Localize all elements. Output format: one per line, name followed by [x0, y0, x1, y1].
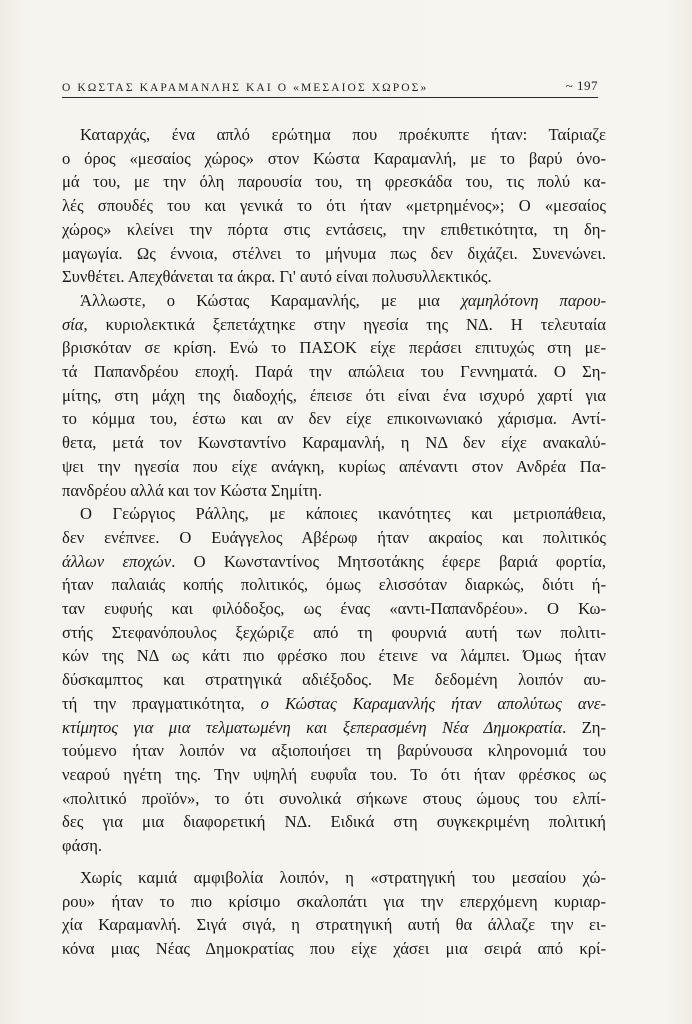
text-line: χώρος» κλείνει την πόρτα στις εντάσεις, την επιθετικότητα, τη δη- [62, 219, 606, 239]
text-line: ταν ευφυής και φιλόδοξος, ως ένας «αντι-Παπανδρέου». Ο Κω- [62, 599, 606, 619]
text-line: κόνα μιας Νέας Δημοκρατίας που είχε χάσει μια σειρά από κρί- [62, 938, 606, 958]
text-line: ήταν παλαιάς κοπής πολιτικός, όμως ελισσόταν διαρκώς, διότι ή- [62, 575, 606, 595]
text-line: δεν ενέπνεε. Ο Ευάγγελος Αβέρωφ ήταν ακραίος και πολιτικός [62, 527, 606, 547]
text-line: Καταρχάς, ένα απλό ερώτημα που προέκυπτε ήταν: Ταίριαζε [80, 125, 606, 144]
text-line: δες για μια διαφορετική ΝΔ. Ειδικά στη συγκεκριμένη πολιτική [62, 812, 606, 832]
text-line: Συνθέτει. Απεχθάνεται τα άκρα. Γι' αυτό είναι πολυσυλλεκτικός. [62, 267, 492, 287]
text-line: τούμενο ήταν λοιπόν να αξιοποιήσει τη βαρύνουσα κληρονομιά του [62, 741, 606, 761]
text-line: δύσκαμπτος και στρατηγικά αδιέξοδος. Με δεδομένη λοιπόν αυ- [62, 670, 606, 690]
text-line: Χωρίς καμιά αμφιβολία λοιπόν, η «στρατηγική του μεσαίου χώ- [80, 867, 606, 887]
paragraph-1 [62, 123, 606, 289]
text-line: μά του, με την όλη παρουσία του, τη φρεσκάδα του, τις πολύ κα- [62, 172, 606, 192]
text-line: στής Στεφανόπουλος ξεχώριζε από τη φουρνιά αυτή των πολιτι- [62, 622, 606, 642]
text-line: τή την πραγματικότητα, ο Κώστας Καραμανλής ήταν απολύτως ανε- [62, 693, 606, 713]
running-header [62, 72, 598, 98]
text-line: λές σπουδές του και γενικά το ότι ήταν «μετρημένος»; Ο «μεσαίος [62, 196, 606, 216]
text-line: τά Παπανδρέου εποχή. Παρά την απώλεια του Γεννηματά. Ο Ση- [62, 362, 606, 382]
text-line: άλλων εποχών. Ο Κωνσταντίνος Μητσοτάκης έφερε βαριά φορτία, [62, 551, 606, 571]
text-line: το κόμμα του, έστω και αν δεν είχε επικοινωνιακό χάρισμα. Αντί- [62, 409, 606, 429]
text-line: πανδρέου αλλά και τον Κώστα Σημίτη. [62, 480, 323, 500]
text-line: ρου» ήταν το πιο κρίσιμο σκαλοπάτι για την επερχόμενη κυριαρ- [62, 891, 606, 911]
paragraph-3 [62, 502, 606, 858]
text-line: βρισκόταν σε κρίση. Ενώ το ΠΑΣΟΚ είχε περάσει επιτυχώς στη με- [62, 338, 606, 358]
text-line: κτίμητος για μια τελματωμένη και ξεπερασμένη Νέα Δημοκρατία. Ζη- [62, 717, 606, 737]
page-number: ~ 197 [565, 78, 598, 93]
text-line: μίτης, στη μάχη της διαδοχής, έπεισε ότι είναι ένα ισχυρό χαρτί για [62, 385, 606, 405]
text-line: φάση. [62, 836, 103, 856]
text-line: Άλλωστε, ο Κώστας Καραμανλής, με μια χαμηλότονη παρου- [80, 290, 606, 310]
text-line: χία Καραμανλή. Σιγά σιγά, η στρατηγική αυτή θα άλλαζε την ει- [62, 915, 606, 935]
paragraph-2 [62, 289, 606, 502]
paragraph-4 [62, 866, 606, 961]
text-line: Ο Γεώργιος Ράλλης, με κάποιες ικανότητες και μετριοπάθεια, [80, 504, 606, 524]
text-line: ψει την ηγεσία που είχε ανάγκη, κυρίως απέναντι στον Ανδρέα Πα- [62, 456, 606, 476]
running-title: Ο ΚΩΣΤΑΣ ΚΑΡΑΜΑΝΛΗΣ ΚΑΙ Ο «ΜΕΣΑΙΟΣ ΧΩΡΟΣ» [62, 82, 429, 94]
text-line: θετα, μετά τον Κωνσταντίνο Καραμανλή, η ΝΔ δεν είχε ανακαλύ- [62, 433, 606, 453]
text-line: σία, κυριολεκτικά ξεπετάχτηκε στην ηγεσία της ΝΔ. Η τελευταία [62, 314, 606, 334]
text-line: ο όρος «μεσαίος χώρος» στον Κώστα Καραμανλή, με το βαρύ όνο- [62, 148, 606, 168]
text-line: κών της ΝΔ ως κάτι πιο φρέσκο που έτεινε να λάμπει. Όμως ήταν [62, 646, 606, 666]
text-line: μαγωγία. Ως έννοια, στέλνει το μήνυμα πως δεν διχάζει. Συνενώνει. [62, 243, 606, 263]
text-line: «πολιτικό προϊόν», το ότι συνολικά σήκωνε στους ώμους του ελπί- [62, 788, 606, 808]
body-text [62, 123, 606, 961]
text-line: νεαρού ηγέτη της. Την υψηλή ευφυΐα του. Το ότι ήταν φρέσκος ως [62, 764, 606, 784]
